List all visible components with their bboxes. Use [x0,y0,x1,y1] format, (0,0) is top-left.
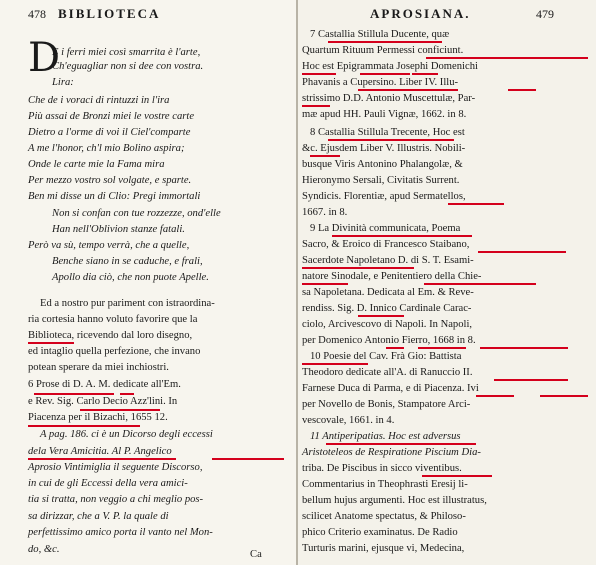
underline-mark [80,409,160,411]
entry-line: triba. De Piscibus in sicco viventibus. [302,463,462,474]
poem-line: Apollo dia ciò, che non puote Apelle. [52,272,209,283]
underline-mark [328,139,454,141]
underline-mark [302,267,414,269]
poem-line: Che de i voraci di rintuzzi in l'ira [28,95,170,106]
poem-line: Per mezzo vostro sol volgate, e sparte. [28,175,192,186]
poem-line: Ben mi disse un di Clio: Pregi immortali [28,191,201,202]
underline-mark [494,379,568,381]
prose-line: 6 Prose di D. A. M. dedicate all'Em. [28,379,181,390]
poem-line: Dietro a l'orme di voi il Ciel'comparte [28,127,191,138]
prose-line: Ed a nostro pur pariment con istraordina- [40,298,215,309]
underline-mark [302,283,348,285]
entry-line: 1667. in 8. [302,207,348,218]
prose-line: ed intaglio quella perfezione, che invano [28,346,201,357]
entry-line: Turturis marini, ejusque vi, Medecina, [302,543,465,554]
underline-mark [422,475,492,477]
underline-mark [120,393,134,395]
left-page [0,0,296,565]
poem-line: Più assai de Bronzi miei le vostre carte [28,111,195,122]
entry-line: per Domenico Antonio Fierro, 1668 in 8. [302,335,476,346]
right-header [298,6,596,24]
poem-line: Onde le carte mie la Fama mira [28,159,165,170]
underline-mark [332,235,472,237]
underline-mark [358,315,404,317]
underline-mark [412,73,438,75]
entry-line: scilicet Anatome spectatus, & Philoso- [302,511,466,522]
entry-line: Aristoteleos de Respiratione Piscium Dia- [302,447,481,458]
prose-line: e Rev. Sig. Carlo Decio Azz'lini. In [28,396,178,407]
entry-line: 8 Castallia Stillula Trecente, Hoc est [310,127,465,138]
prose-line: dela Vera Amicitia. Al P. Angelico [28,446,172,457]
underline-mark [302,363,368,365]
underline-mark [478,251,566,253]
entry-line: Commentarius in Theophrasti Eresij li- [302,479,468,490]
prose-line: in cui de gli Eccessi della vera amici- [28,478,188,489]
entry-line: rendiss. Sig. D. Innico Cardinale Carac- [302,303,472,314]
entry-line: 10 Poesie del Cav. Frà Gio: Battista [310,351,462,362]
underline-mark [326,443,476,445]
entry-line: Quartum Rituum Permessi conficiunt. [302,45,464,56]
underline-mark [448,203,504,205]
poem-line: Han nell'Oblivion stanze fatali. [52,224,185,235]
entry-line: strissimo D.D. Antonio Muscettulæ, Par- [302,93,476,104]
entry-line: 7 Castallia Stillula Ducente, quæ [310,29,450,40]
underline-mark [310,155,340,157]
poem-line: Non si confan con tue rozzezze, ond'elle [52,208,221,219]
underline-mark [358,89,458,91]
entry-line: Farnese Duca di Parma, e di Piacenza. Ivi [302,383,479,394]
entry-line: natore Sinodale, e Penitentiero della Chie- [302,271,482,282]
entry-line: busque Viris Antonino Phalangolæ, & [302,159,463,170]
underline-mark [424,283,536,285]
entry-line: Theodoro dedicate all'A. di Ranuccio II. [302,367,473,378]
entry-line: Hieronymo Sersali, Civitatis Surrent. [302,175,460,186]
poem-line: Lira: [52,77,74,88]
entry-line: Phavanis a Cupersino. Liber IV. Illu- [302,77,459,88]
underline-mark [328,41,442,43]
entry-line: per Novello de Bonis, Stampatore Arci- [302,399,471,410]
underline-mark [34,393,114,395]
entry-line: ciolo, Arcivescovo di Napoli. In Napoli, [302,319,473,330]
poem-line: Benche siano in se caduche, e frali, [52,256,203,267]
entry-line: 11 Antiperipatias. Hoc est adversus [310,431,461,442]
underline-mark [508,89,536,91]
prose-line: ria cortesia hanno voluto favorire que la [28,314,198,325]
underline-mark [28,425,140,427]
underline-mark [302,73,336,75]
left-page-number: 478 [28,7,46,21]
underline-mark [360,73,410,75]
right-page [298,0,596,565]
underline-mark [540,395,588,397]
prose-line: potean sperare da miei inchiostri. [28,362,169,373]
right-page-number: 479 [536,7,554,21]
prose-line: sa dirizzar, che a V. P. la quale di [28,511,169,522]
underline-mark [212,458,284,460]
entry-line: Syndicis. Florentiæ, apud Sermatellos, [302,191,466,202]
underline-mark [28,342,74,344]
prose-line: A pag. 186. ci è un Dicorso degli eccessi [40,429,213,440]
entry-line: &c. Ejusdem Liber V. Illustris. Nobili- [302,143,466,154]
underline-mark [418,347,466,349]
prose-line: Aprosio Vintimiglia il seguente Discorso, [28,462,203,473]
prose-line: Piacenza per il Bizachi, 1655 12. [28,412,168,423]
entry-line: bellum hujus argumenti. Hoc est illustratus, [302,495,487,506]
underline-mark [386,347,404,349]
right-running-title: APROSIANA. [370,6,471,21]
poem-line: A me l'honor, ch'l mio Bolino aspira; [28,143,185,154]
underline-mark [476,395,514,397]
underline-mark [302,105,330,107]
catchword: Ca [250,549,262,560]
underline-mark [28,458,176,460]
prose-line: Biblioteca, ricevendo dal loro disegno, [28,330,193,341]
entry-line: Hoc est Epigrammata Josephi Domenichi [302,61,478,72]
poem-line: E i ferri miei così smarrita è l'arte, [52,47,201,58]
prose-line: perfettissimo amico porta il vanto nel Mon- [28,527,213,538]
underline-mark [426,57,588,59]
entry-line: Sacerdote Napoletano D. di S. T. Esami- [302,255,474,266]
drop-cap: D [28,35,61,81]
prose-line: tia si tratta, non veggio a chi meglio pos- [28,494,204,505]
prose-line: do, &c. [28,544,60,555]
left-running-title: BIBLIOTECA [58,6,161,21]
entry-line: vescovale, 1661. in 4. [302,415,395,426]
underline-mark [480,347,568,349]
poem-line: Ch'eguagliar non si dee con vostra. [52,61,204,72]
entry-line: Sacro, & Eroico di Francesco Staibano, [302,239,470,250]
entry-line: mæ apud HH. Pauli Vignæ, 1662. in 8. [302,109,467,120]
poem-line: Però va sù, tempo verrà, che a quelle, [28,240,190,251]
left-header [0,6,296,24]
entry-line: 9 La Divinità communicata, Poema [310,223,461,234]
entry-line: sa Napoletana. Dedicata al Em. & Reve- [302,287,474,298]
entry-line: phico Criterio examinatus. De Radio [302,527,458,538]
